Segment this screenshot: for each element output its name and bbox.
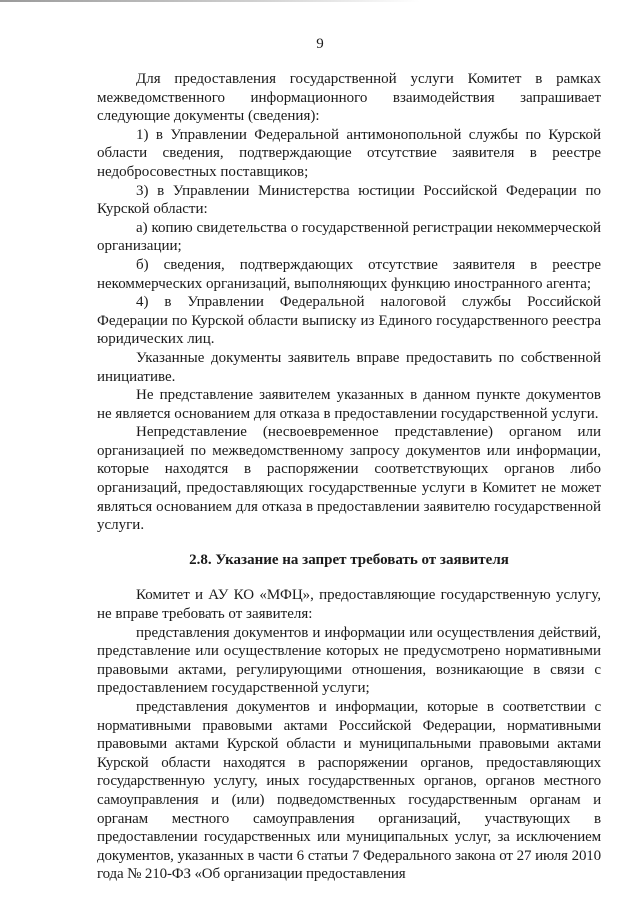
paragraph-item-3b: б) сведения, подтверждающих отсутствие заявителя в реестре некоммерческих организаций, выполняющих функцию иностранного агента; xyxy=(97,256,601,292)
paragraph-not-grounds: Не представление заявителем указанных в данном пункте документов не является основанием для отказа в предоставлении государственной услуги. xyxy=(97,387,601,422)
paragraph-prohibition-2: представления документов и информации, которые в соответствии с нормативными правовыми актами Российской Федерации, нормативными правовыми актами Курской области и муниципальными правовыми актами Курской области находятся в распоряжении органов, предоставляющих государственную услугу, иных государственных органов, органов местного самоуправления и (или) подведомственных государственным органам и органам местного самоуправления организаций, участвующих в предоставлении государственных или муниципальных услуг, за исключением документов, указанных в части 6 статьи 7 Федерального закона от 27 июля 2010 года № 210-ФЗ «Об организации предоставления xyxy=(97,699,601,883)
paragraph-prohibition-intro: Комитет и АУ КО «МФЦ», предоставляющие государственную услугу, не вправе требовать от заявителя: xyxy=(97,587,601,623)
paragraph-item-3a: а) копию свидетельства о государственной регистрации некоммерческой организации; xyxy=(97,219,601,255)
paragraph-non-submission: Непредставление (несвоевременное представление) органом или организацией по межведомственному запросу документов или информации, которые находятся в распоряжении соответствующих органов либо организаций, предоставляющих государственные услуги в Комитет не может являться основанием для отказа в предоставлении заявителю государственной услуги. xyxy=(97,424,601,534)
paragraph-prohibition-1: представления документов и информации или осуществления действий, представление или осуществление которых не предусмотрено нормативными правовыми актами, регулирующими отношения, возникающие в связи с предоставлением государственной услуги; xyxy=(97,624,601,697)
scan-edge xyxy=(0,0,420,2)
paragraph-own-initiative: Указанные документы заявитель вправе предоставить по собственной инициативе. xyxy=(97,349,601,385)
document-body xyxy=(97,70,601,884)
page-number: 9 xyxy=(316,36,324,52)
paragraph-item-1: 1) в Управлении Федеральной антимонопольной службы по Курской области сведения, подтверждающие отсутствие заявителя в реестре недобросовестных поставщиков; xyxy=(97,126,601,180)
section-heading: 2.8. Указание на запрет требовать от заявителя xyxy=(189,551,509,568)
paragraph-request-documents: Для предоставления государственной услуги Комитет в рамках межведомственного информационного взаимодействия запрашивает следующие документы (сведения): xyxy=(97,71,601,125)
paragraph-item-3: 3) в Управлении Министерства юстиции Российской Федерации по Курской области: xyxy=(97,182,601,218)
paragraph-item-4: 4) в Управлении Федеральной налоговой службы Российской Федерации по Курской области выписку из Единого государственного реестра юридических лиц. xyxy=(97,294,601,348)
